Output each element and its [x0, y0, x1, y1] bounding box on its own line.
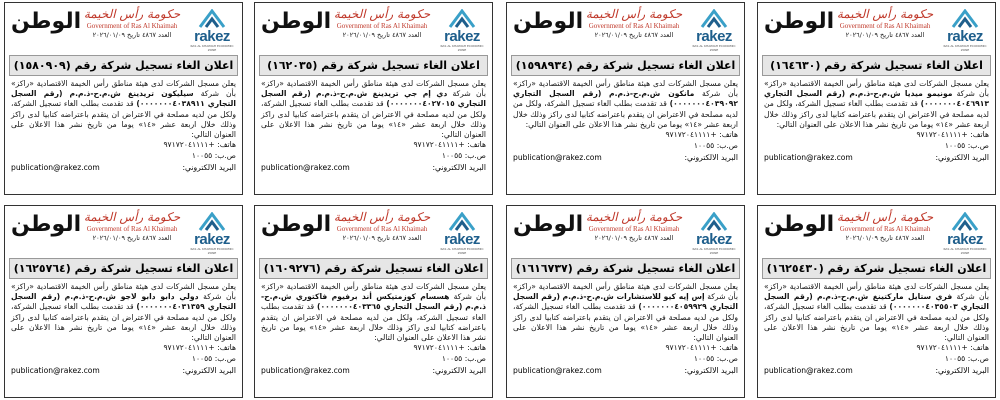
notice-title: اعلان الغاء تسجيل شركة رقم (١٥٩٨٩٣٤) — [511, 55, 740, 76]
email-line — [507, 366, 744, 375]
email-line — [255, 366, 492, 375]
notice-intro: يعلن مسجل الشركات لدى هيئة مناطق رأس الخيمة الاقتصادية «راكز» بأن شركة — [513, 282, 738, 302]
phone-label: هاتف: — [467, 343, 486, 353]
notice-intro: يعلن مسجل الشركات لدى هيئة مناطق رأس الخيمة الاقتصادية «راكز» بأن شركة — [764, 79, 989, 99]
phone-label: هاتف: — [719, 343, 738, 353]
pobox-label: ص.ب: — [716, 140, 738, 150]
pobox-line — [5, 151, 242, 162]
company-name: فري ستايل ماركتينغ ش.م.ح-ذ.م.م — [816, 292, 953, 302]
gov-name-ar: حكومة رأس الخيمة — [333, 210, 431, 224]
phone-number: +٩٧١٧٢٠٤١١١١ — [163, 343, 215, 353]
notice-body — [5, 279, 242, 343]
government-logo — [327, 210, 437, 243]
rakez-subtitle: RAS AL KHAIMAH ECONOMIC ZONE — [190, 44, 234, 52]
phone-line — [758, 130, 995, 141]
newspaper-name: الوطن — [261, 9, 332, 34]
company-name: إس إيه كيو للاستشارات ش.م.ح-ذ.م.م — [562, 292, 705, 302]
registration-number: (رقم السجل التجاري ٠٠٠٠٠٠٠٤٠٤٦٩١٣) — [764, 89, 989, 109]
rakez-mark-icon — [949, 9, 981, 29]
notice-intro: يعلن مسجل الشركات لدى هيئة مناطق رأس الخيمة الاقتصادية «راكز» بأن شركة — [11, 282, 236, 302]
rakez-logo — [688, 212, 740, 255]
pobox-line — [507, 141, 744, 152]
phone-line — [507, 343, 744, 354]
rakez-mark-icon — [949, 212, 981, 232]
phone-label: هاتف: — [719, 130, 738, 140]
phone-label: هاتف: — [970, 343, 989, 353]
email-address[interactable]: publication@rakez.com — [11, 163, 100, 173]
pobox-label: ص.ب: — [214, 150, 236, 160]
gov-name-ar: حكومة رأس الخيمة — [836, 7, 934, 21]
gov-name-en: Government of Ras Al Khaimah — [839, 225, 931, 233]
email-label: البريد الالكتروني: — [684, 366, 738, 376]
pobox-line — [507, 354, 744, 365]
issue-info: العدد ٤٨٦٧ تاريخ ٢٠٢٦/٠١/٠٩ — [92, 234, 172, 242]
notice-header — [507, 3, 744, 55]
notice-card-1 — [757, 2, 996, 195]
notice-title: اعلان الغاء تسجيل شركة رقم (١٥٨٠٩٠٩) — [9, 55, 238, 76]
notice-card-4 — [4, 2, 243, 195]
notice-request: قد تقدمت بطلب الغاء تسجيل الشركة، ولكل من لديه مصلحة في الاعتراض ان يتقدم باعتراضه كتابيا لدى راكز وذلك خلال اربعة عشر «١٤» يوما من تاريخ نشر هذا الاعلان على العنوان التالي: — [261, 302, 487, 343]
newspaper-name: الوطن — [764, 9, 835, 34]
phone-number: +٩٧١٧٢٠٤١١١١ — [163, 140, 215, 150]
email-address[interactable]: publication@rakez.com — [261, 366, 350, 376]
company-name: سيليكون تريدينغ ش.م.ح-ذ.م.م — [69, 89, 194, 99]
rakez-logo — [939, 9, 991, 52]
phone-label: هاتف: — [467, 140, 486, 150]
pobox-label: ص.ب: — [464, 353, 486, 363]
email-address[interactable]: publication@rakez.com — [11, 366, 100, 376]
email-label: البريد الالكتروني: — [182, 163, 236, 173]
government-logo — [830, 210, 940, 243]
rakez-logo — [186, 212, 238, 255]
phone-line — [255, 343, 492, 354]
email-line — [5, 163, 242, 172]
notice-card-7 — [254, 205, 493, 398]
rakez-logo — [688, 9, 740, 52]
notice-header — [5, 206, 242, 258]
phone-line — [758, 343, 995, 354]
company-name: مونيمو ميديا ش.م.ح-ذ.م.م — [849, 89, 953, 99]
registration-number: (رقم السجل التجاري ٠٠٠٠٠٠٠٤٠٣٥٥٠٣) — [764, 292, 989, 312]
email-address[interactable]: publication@rakez.com — [764, 366, 853, 376]
issue-info: العدد ٤٨٦٧ تاريخ ٢٠٢٦/٠١/٠٩ — [594, 234, 674, 242]
pobox-number: ١٠٠٥٥ — [441, 150, 463, 160]
notice-card-2 — [506, 2, 745, 195]
notice-request: قد تقدمت بطلب الغاء تسجيل الشركة، ولكل من لديه مصلحة في الاعتراض ان يتقدم باعتراضه كتابيا لدى راكز وذلك خلال اربعة عشر «١٤» يوما من تاريخ نشر هذا الاعلان على العنوان التالي: — [11, 99, 236, 140]
registration-number: (رقم السجل التجاري ٠٠٠٠٠٠٠٤٠٣٨٩١١) — [11, 89, 236, 109]
company-name: هسسام كوزمتيكس أند برفيوم فاكتوري ش.م.ح-ذ.م.م — [261, 292, 487, 312]
email-line — [255, 163, 492, 172]
issue-info: العدد ٤٨٦٧ تاريخ ٢٠٢٦/٠١/٠٩ — [342, 234, 422, 242]
rakez-wordmark: rakez — [444, 28, 480, 45]
rakez-wordmark: rakez — [696, 28, 732, 45]
email-line — [5, 366, 242, 375]
email-label: البريد الالكتروني: — [182, 366, 236, 376]
phone-line — [255, 140, 492, 151]
rakez-mark-icon — [446, 212, 478, 232]
rakez-subtitle: RAS AL KHAIMAH ECONOMIC ZONE — [440, 44, 484, 52]
email-address[interactable]: publication@rakez.com — [764, 153, 853, 163]
notice-header — [758, 206, 995, 258]
pobox-label: ص.ب: — [967, 140, 989, 150]
email-line — [507, 153, 744, 162]
registration-number: (رقم السجل التجاري ٠٠٠٠٠٠٠٤٠٥٩٩٢٩) — [513, 292, 738, 312]
registration-number: (رقم السجل التجاري ٠٠٠٠٠٠٠٤٠٣١٣٥٩) — [11, 292, 236, 312]
notice-title: اعلان الغاء تسجيل شركة رقم (١٦٤٦٣٠) — [762, 55, 991, 76]
phone-number: +٩٧١٧٢٠٤١١١١ — [916, 130, 968, 140]
newspaper-name: الوطن — [11, 212, 82, 237]
notice-intro: يعلن مسجل الشركات لدى هيئة مناطق رأس الخيمة الاقتصادية «راكز» بأن شركة — [513, 79, 738, 99]
company-name: مانكون ش.م.ح-ذ.م.م — [609, 89, 695, 99]
pobox-line — [5, 354, 242, 365]
pobox-number: ١٠٠٥٥ — [693, 140, 715, 150]
rakez-wordmark: rakez — [696, 231, 732, 248]
rakez-subtitle: RAS AL KHAIMAH ECONOMIC ZONE — [190, 247, 234, 255]
issue-info: العدد ٤٨٦٧ تاريخ ٢٠٢٦/٠١/٠٩ — [92, 31, 172, 39]
notice-request: قد تقدمت بطلب الغاء تسجيل الشركة، ولكل من لديه مصلحة في الاعتراض ان يتقدم باعتراضه كتابيا لدى راكز وذلك خلال اربعة عشر «١٤» يوما من تاريخ نشر هذا الاعلان على العنوان التالي: — [764, 99, 989, 129]
notice-card-3 — [254, 2, 493, 195]
pobox-line — [758, 354, 995, 365]
pobox-number: ١٠٠٥٥ — [441, 353, 463, 363]
issue-info: العدد ٤٨٦٧ تاريخ ٢٠٢٦/٠١/٠٩ — [342, 31, 422, 39]
notice-title: اعلان الغاء تسجيل شركة رقم (١٦١٦٧٣٧) — [511, 258, 740, 279]
phone-number: +٩٧١٧٢٠٤١١١١ — [916, 343, 968, 353]
gov-name-en: Government of Ras Al Khaimah — [86, 225, 178, 233]
newspaper-name: الوطن — [513, 212, 584, 237]
rakez-subtitle: RAS AL KHAIMAH ECONOMIC ZONE — [943, 247, 987, 255]
notice-title: اعلان الغاء تسجيل شركة رقم (١٦٢٥٧٦٤) — [9, 258, 238, 279]
phone-number: +٩٧١٧٢٠٤١١١١ — [413, 140, 465, 150]
email-label: البريد الالكتروني: — [935, 153, 989, 163]
pobox-line — [255, 354, 492, 365]
notice-body — [5, 76, 242, 140]
pobox-label: ص.ب: — [967, 353, 989, 363]
phone-line — [507, 130, 744, 141]
pobox-number: ١٠٠٥٥ — [191, 150, 213, 160]
rakez-logo — [186, 9, 238, 52]
government-logo — [579, 210, 689, 243]
pobox-label: ص.ب: — [464, 150, 486, 160]
email-line — [758, 366, 995, 375]
notice-body — [758, 76, 995, 130]
gov-name-ar: حكومة رأس الخيمة — [83, 210, 181, 224]
company-name: دولي دابو دابو لاجو ش.م.ح-ذ.م.م — [64, 292, 199, 302]
email-label: البريد الالكتروني: — [935, 366, 989, 376]
newspaper-name: الوطن — [764, 212, 835, 237]
gov-name-en: Government of Ras Al Khaimah — [588, 22, 680, 30]
notice-body — [255, 279, 492, 343]
notice-request: قد تقدمت بطلب الغاء تسجيل الشركة، ولكل من لديه مصلحة في الاعتراض ان يتقدم باعتراضه كتابيا لدى راكز وذلك خلال اربعة عشر «١٤» يوما من تاريخ نشر هذا الاعلان على العنوان التالي: — [764, 302, 989, 343]
government-logo — [830, 7, 940, 40]
phone-line — [5, 140, 242, 151]
pobox-label: ص.ب: — [716, 353, 738, 363]
government-logo — [579, 7, 689, 40]
gov-name-en: Government of Ras Al Khaimah — [839, 22, 931, 30]
notice-request: قد تقدمت بطلب الغاء تسجيل الشركة، ولكل من لديه مصلحة في الاعتراض ان يتقدم باعتراضه كتابيا لدى راكز وذلك خلال اربعة عشر «١٤» يوما من تاريخ نشر هذا الاعلان على العنوان التالي: — [513, 99, 738, 129]
notice-title: اعلان الغاء تسجيل شركة رقم (١٦٠٩٢٧٦) — [259, 258, 488, 279]
rakez-mark-icon — [698, 212, 730, 232]
rakez-logo — [939, 212, 991, 255]
gov-name-ar: حكومة رأس الخيمة — [585, 210, 683, 224]
rakez-wordmark: rakez — [947, 28, 983, 45]
rakez-subtitle: RAS AL KHAIMAH ECONOMIC ZONE — [943, 44, 987, 52]
notice-header — [758, 3, 995, 55]
notice-card-5 — [757, 205, 996, 398]
phone-number: +٩٧١٧٢٠٤١١١١ — [665, 130, 717, 140]
gov-name-ar: حكومة رأس الخيمة — [585, 7, 683, 21]
gov-name-ar: حكومة رأس الخيمة — [333, 7, 431, 21]
pobox-number: ١٠٠٥٥ — [191, 353, 213, 363]
pobox-line — [758, 141, 995, 152]
newspaper-name: الوطن — [11, 9, 82, 34]
issue-info: العدد ٤٨٦٧ تاريخ ٢٠٢٦/٠١/٠٩ — [845, 31, 925, 39]
notice-intro: يعلن مسجل الشركات لدى هيئة مناطق رأس الخيمة الاقتصادية «راكز» بأن شركة — [261, 282, 486, 302]
email-label: البريد الالكتروني: — [432, 163, 486, 173]
notice-intro: يعلن مسجل الشركات لدى هيئة مناطق رأس الخيمة الاقتصادية «راكز» بأن شركة — [11, 79, 236, 99]
government-logo — [77, 7, 187, 40]
rakez-mark-icon — [698, 9, 730, 29]
registration-number: (رقم السجل التجاري ٠٠٠٠٠٠٠٤٠٢٧٠١٥) — [261, 89, 486, 109]
notice-header — [5, 3, 242, 55]
notice-request: قد تقدمت بطلب الغاء تسجيل الشركة، ولكل من لديه مصلحة في الاعتراض ان يتقدم باعتراضه كتابيا لدى راكز وذلك خلال اربعة عشر «١٤» يوما من تاريخ نشر هذا الاعلان على العنوان التالي: — [513, 302, 738, 343]
phone-label: هاتف: — [217, 343, 236, 353]
phone-number: +٩٧١٧٢٠٤١١١١ — [413, 343, 465, 353]
rakez-subtitle: RAS AL KHAIMAH ECONOMIC ZONE — [692, 44, 736, 52]
rakez-logo — [436, 212, 488, 255]
gov-name-ar: حكومة رأس الخيمة — [836, 210, 934, 224]
notice-intro: يعلن مسجل الشركات لدى هيئة مناطق رأس الخيمة الاقتصادية «راكز» بأن شركة — [764, 282, 989, 302]
rakez-wordmark: rakez — [947, 231, 983, 248]
notice-request: قد تقدمت بطلب الغاء تسجيل الشركة، ولكل من لديه مصلحة في الاعتراض ان يتقدم باعتراضه كتابيا لدى راكز وذلك خلال اربعة عشر «١٤» يوما من تاريخ نشر هذا الاعلان على العنوان التالي: — [11, 302, 236, 343]
pobox-label: ص.ب: — [214, 353, 236, 363]
notice-request: قد تقدمت بطلب الغاء تسجيل الشركة، ولكل من لديه مصلحة في الاعتراض ان يتقدم باعتراضه كتابيا لدى راكز وذلك خلال اربعة عشر «١٤» يوما من تاريخ نشر هذا الاعلان على العنوان التالي: — [261, 99, 486, 140]
government-logo — [77, 210, 187, 243]
notice-body — [507, 279, 744, 343]
rakez-subtitle: RAS AL KHAIMAH ECONOMIC ZONE — [440, 247, 484, 255]
gov-name-en: Government of Ras Al Khaimah — [588, 225, 680, 233]
rakez-wordmark: rakez — [444, 231, 480, 248]
rakez-mark-icon — [446, 9, 478, 29]
notice-intro: يعلن مسجل الشركات لدى هيئة مناطق رأس الخيمة الاقتصادية «راكز» بأن شركة — [261, 79, 486, 99]
email-address[interactable]: publication@rakez.com — [513, 366, 602, 376]
phone-label: هاتف: — [217, 140, 236, 150]
rakez-mark-icon — [196, 212, 228, 232]
rakez-subtitle: RAS AL KHAIMAH ECONOMIC ZONE — [692, 247, 736, 255]
government-logo — [327, 7, 437, 40]
email-label: البريد الالكتروني: — [684, 153, 738, 163]
notice-title: اعلان الغاء تسجيل شركة رقم (١٦٢٥٤٣٠) — [762, 258, 991, 279]
registration-number: (رقم السجل التجاري ٠٠٠٠٠٠٠٤٠٣٣٦٥) — [316, 302, 463, 312]
registration-number: (رقم السجل التجاري ٠٠٠٠٠٠٠٤٠٣٩٠٩٢) — [513, 89, 738, 109]
pobox-line — [255, 151, 492, 162]
notice-card-8 — [4, 205, 243, 398]
notice-card-6 — [506, 205, 745, 398]
gov-name-ar: حكومة رأس الخيمة — [83, 7, 181, 21]
phone-line — [5, 343, 242, 354]
gov-name-en: Government of Ras Al Khaimah — [86, 22, 178, 30]
rakez-logo — [436, 9, 488, 52]
email-line — [758, 153, 995, 162]
notice-title: اعلان الغاء تسجيل شركة رقم (١٦٢٠٣٥) — [259, 55, 488, 76]
notice-body — [507, 76, 744, 130]
rakez-wordmark: rakez — [194, 28, 230, 45]
notice-header — [255, 206, 492, 258]
email-address[interactable]: publication@rakez.com — [261, 163, 350, 173]
notice-body — [758, 279, 995, 343]
notice-body — [255, 76, 492, 140]
phone-number: +٩٧١٧٢٠٤١١١١ — [665, 343, 717, 353]
email-label: البريد الالكتروني: — [432, 366, 486, 376]
company-name: دي إم جي تريدينغ ش.م.ح-ذ.م.م — [315, 89, 448, 99]
gov-name-en: Government of Ras Al Khaimah — [336, 225, 428, 233]
phone-label: هاتف: — [970, 130, 989, 140]
issue-info: العدد ٤٨٦٧ تاريخ ٢٠٢٦/٠١/٠٩ — [594, 31, 674, 39]
newspaper-name: الوطن — [261, 212, 332, 237]
email-address[interactable]: publication@rakez.com — [513, 153, 602, 163]
newspaper-name: الوطن — [513, 9, 584, 34]
notice-header — [507, 206, 744, 258]
notice-header — [255, 3, 492, 55]
rakez-mark-icon — [196, 9, 228, 29]
pobox-number: ١٠٠٥٥ — [944, 353, 966, 363]
pobox-number: ١٠٠٥٥ — [944, 140, 966, 150]
pobox-number: ١٠٠٥٥ — [693, 353, 715, 363]
rakez-wordmark: rakez — [194, 231, 230, 248]
gov-name-en: Government of Ras Al Khaimah — [336, 22, 428, 30]
issue-info: العدد ٤٨٦٧ تاريخ ٢٠٢٦/٠١/٠٩ — [845, 234, 925, 242]
